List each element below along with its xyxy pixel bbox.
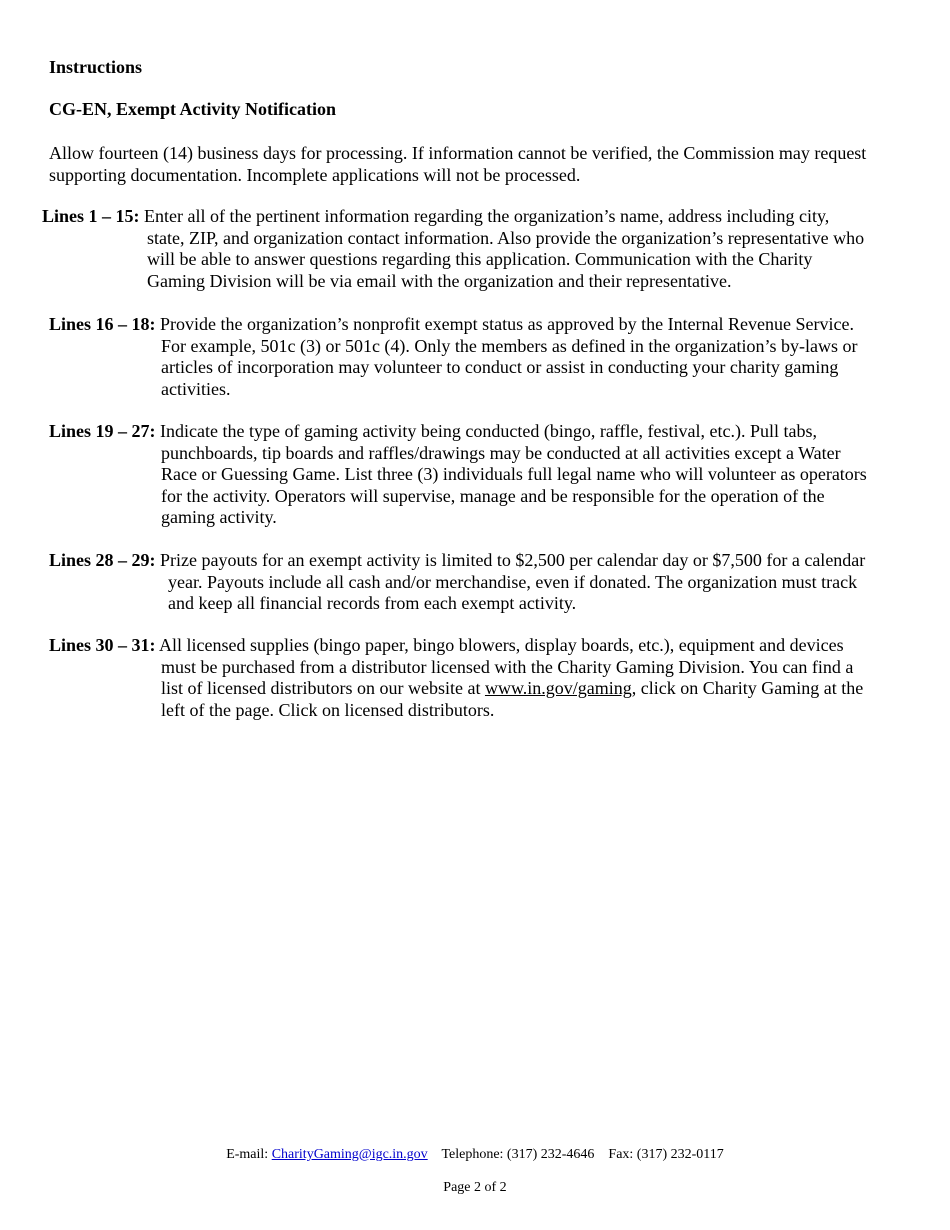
item-text: , click on Charity Gaming at the bbox=[631, 678, 864, 698]
item-text: gaming activity. bbox=[161, 507, 277, 527]
telephone: Telephone: (317) 232-4646 bbox=[441, 1147, 595, 1162]
item-text: All licensed supplies (bingo paper, bingo blowers, display boards, etc.), equipment and devices bbox=[159, 635, 844, 655]
fax: Fax: (317) 232-0117 bbox=[608, 1147, 724, 1162]
item-text: must be purchased from a distributor licensed with the Charity Gaming Division. You can find a bbox=[161, 656, 854, 677]
instruction-lines-30-31 bbox=[49, 635, 863, 721]
item-label: Lines 28 – 29: bbox=[49, 550, 156, 570]
item-text: Enter all of the pertinent information regarding the organization’s name, address including city, bbox=[144, 206, 830, 226]
item-text: Race or Guessing Game. List three (3) individuals full legal name who will volunteer as operators bbox=[161, 464, 867, 484]
item-text: articles of incorporation may volunteer to conduct or assist in conducting your charity gaming bbox=[161, 357, 839, 377]
item-label: Lines 30 – 31: bbox=[49, 635, 156, 655]
email-label: E-mail: bbox=[226, 1147, 269, 1162]
item-label: Lines 1 – 15: bbox=[42, 206, 140, 226]
item-label: Lines 16 – 18: bbox=[49, 314, 156, 334]
intro-line-2: supporting documentation. Incomplete applications will not be processed. bbox=[49, 164, 581, 185]
gaming-website-link[interactable]: www.in.gov/gaming bbox=[484, 678, 632, 698]
item-text: punchboards, tip boards and raffles/drawings may be conducted at all activities except a Water bbox=[161, 442, 841, 463]
item-text: list of licensed distributors on our website at bbox=[161, 678, 485, 698]
intro-paragraph bbox=[49, 143, 929, 186]
item-text: will be able to answer questions regarding this application. Communication with the Charity bbox=[147, 249, 813, 269]
page-number: Page 2 of 2 bbox=[443, 1180, 507, 1195]
item-text: Indicate the type of gaming activity being conducted (bingo, raffle, festival, etc.). Pull tabs, bbox=[160, 421, 817, 441]
contact-footer bbox=[0, 1147, 950, 1163]
instruction-lines-28-29 bbox=[49, 550, 865, 615]
item-text: Provide the organization’s nonprofit exempt status as approved by the Internal Revenue Service. bbox=[160, 314, 854, 334]
item-text: for the activity. Operators will supervise, manage and be responsible for the operation of the bbox=[161, 485, 825, 506]
item-text: activities. bbox=[161, 378, 231, 399]
item-text: state, ZIP, and organization contact information. Also provide the organization’s representative who bbox=[147, 227, 865, 248]
item-text: year. Payouts include all cash and/or merchandise, even if donated. The organization must track bbox=[168, 571, 858, 592]
item-text: For example, 501c (3) or 501c (4). Only the members as defined in the organization’s by-laws or bbox=[161, 335, 858, 356]
intro-line-1: Allow fourteen (14) business days for processing. If information cannot be verified, the Commission may request bbox=[49, 143, 867, 163]
item-text: Gaming Division will be via email with the organization and their representative. bbox=[147, 270, 732, 291]
form-title: CG-EN, Exempt Activity Notification bbox=[49, 99, 336, 119]
item-label: Lines 19 – 27: bbox=[49, 421, 156, 441]
instruction-lines-16-18 bbox=[49, 314, 857, 400]
page-title: Instructions bbox=[49, 57, 143, 77]
instruction-lines-19-27 bbox=[49, 421, 867, 529]
item-text: left of the page. Click on licensed distributors. bbox=[161, 699, 495, 720]
email-link[interactable]: CharityGaming@igc.in.gov bbox=[271, 1147, 428, 1162]
instruction-lines-1-15 bbox=[42, 206, 864, 292]
item-text: and keep all financial records from each exempt activity. bbox=[168, 593, 577, 613]
item-text: Prize payouts for an exempt activity is limited to $2,500 per calendar day or $7,500 for a calendar bbox=[160, 550, 866, 570]
